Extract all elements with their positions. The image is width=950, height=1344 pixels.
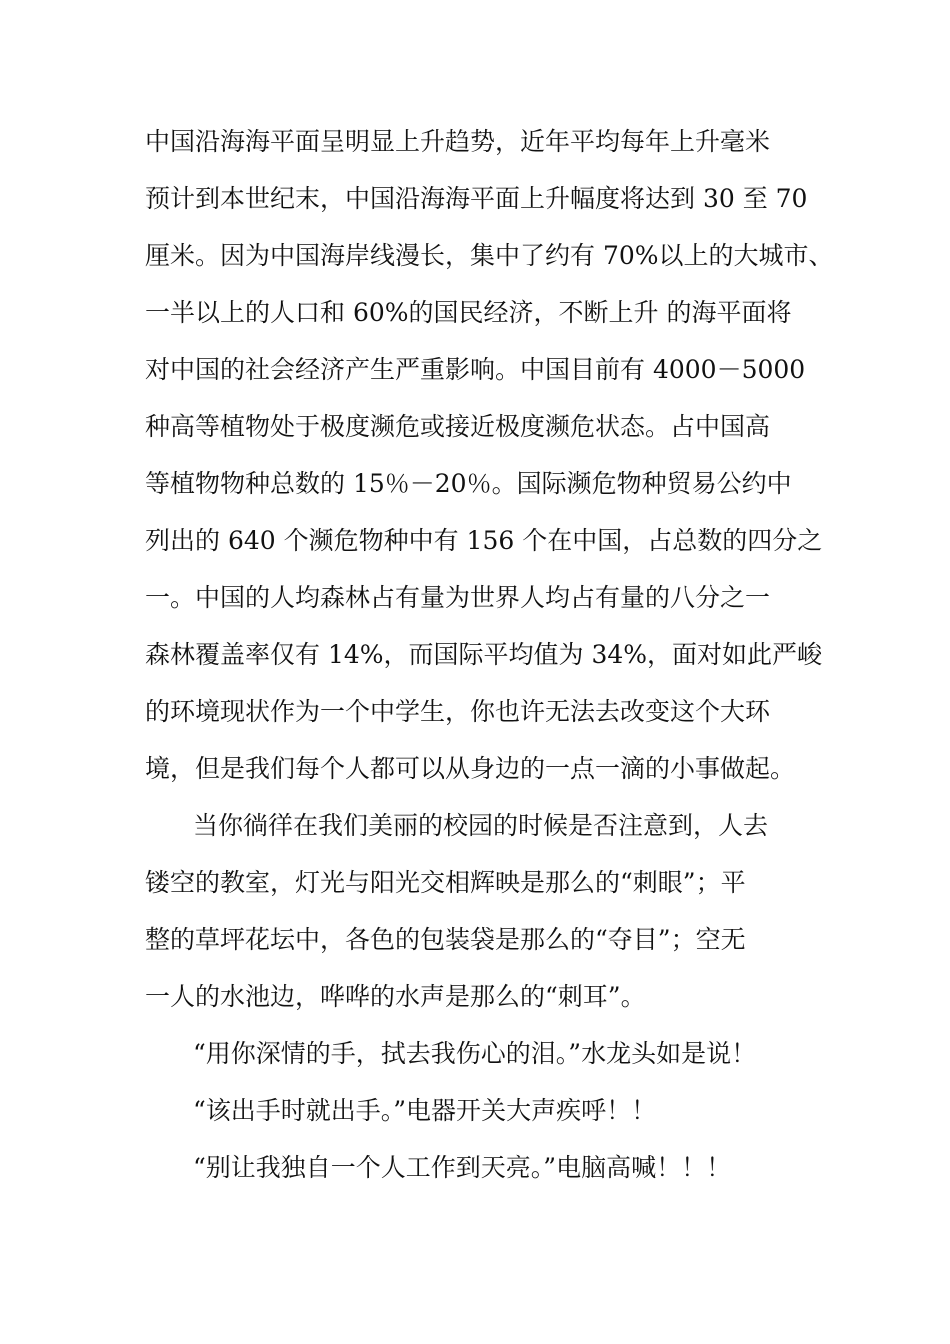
text-line: 境，但是我们每个人都可以从身边的一点一滴的小事做起。 [145, 754, 796, 783]
text-line: 森林覆盖率仅有 14%，而国际平均值为 34%，面对如此严峻 [145, 640, 823, 669]
text-line: 整的草坪花坛中，各色的包装袋是那么的“夺目”；空无 [145, 925, 746, 954]
quote-line: “该出手时就出手。”电器开关大声疾呼！！ [193, 1096, 657, 1125]
text-line: 一半以上的人口和 60%的国民经济，不断上升 的海平面将 [145, 298, 792, 327]
text-line: 厘米。因为中国海岸线漫长，集中了约有 70%以上的大城市、 [145, 241, 834, 270]
text-line: 镂空的教室，灯光与阳光交相辉映是那么的“刺眼”；平 [145, 868, 746, 897]
text-line: 等植物物种总数的 15％－20％。国际濒危物种贸易公约中 [145, 469, 792, 498]
text-line: 一。中国的人均森林占有量为世界人均占有量的八分之一 [145, 583, 771, 612]
text-line: 预计到本世纪末，中国沿海海平面上升幅度将达到 30 至 70 [145, 184, 808, 213]
quote-line: “用你深情的手，拭去我伤心的泪。”水龙头如是说！ [193, 1039, 757, 1068]
text-line: 中国沿海海平面呈明显上升趋势，近年平均每年上升毫米 [145, 127, 771, 156]
text-line: 列出的 640 个濒危物种中有 156 个在中国，占总数的四分之 [145, 526, 823, 555]
text-line: 的环境现状作为一个中学生，你也许无法去改变这个大环 [145, 697, 771, 726]
text-line: 一人的水池边，哗哗的水声是那么的“刺耳”。 [145, 982, 646, 1011]
text-line: 种高等植物处于极度濒危或接近极度濒危状态。占中国高 [145, 412, 771, 441]
paragraph-first-line: 当你徜徉在我们美丽的校园的时候是否注意到，人去 [193, 811, 769, 840]
text-line: 对中国的社会经济产生严重影响。中国目前有 4000－5000 [145, 355, 806, 384]
quote-line: “别让我独自一个人工作到天亮。”电脑高喊！！！ [193, 1153, 732, 1182]
